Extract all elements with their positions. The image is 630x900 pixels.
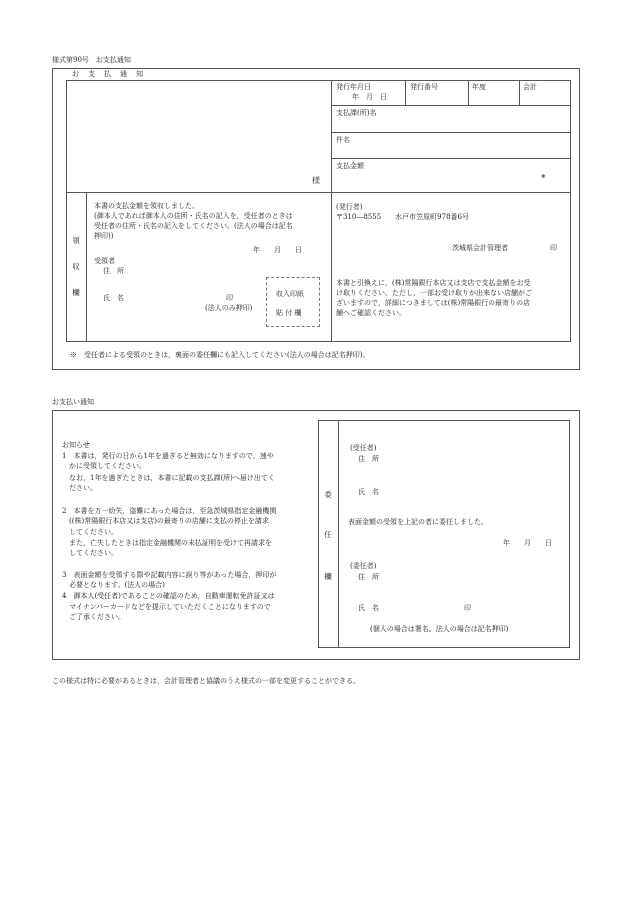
notice-line: ご了承ください。: [62, 613, 125, 621]
bank-note-line: け取りください。ただし，一部お受け取りが出来ない店舗がご: [336, 289, 532, 297]
delegation-frame: [318, 420, 570, 648]
header-col-line-3: [519, 80, 520, 105]
receipt-column-line: [86, 192, 87, 342]
issue-no-label: 発行番号: [410, 83, 438, 91]
bank-note-line: 舗へご確認ください。: [336, 309, 406, 317]
revenue-stamp-box: [266, 277, 320, 327]
receiver-name-label: 氏 名: [103, 294, 124, 302]
notice-line: なお，1年を過ぎたときは，本書に記載の支払課(所)へ届け出てく: [62, 474, 275, 482]
notice-line: また，亡失したときは指定金融機関の未払証明を受けて再請求を: [62, 539, 272, 547]
subject-label: 件名: [336, 136, 350, 144]
upper-center-divider: [331, 80, 332, 342]
receipt-text-line: 押印)): [94, 232, 114, 240]
receipt-column-char-2: 収: [72, 262, 80, 271]
receipt-column-char-3: 欄: [72, 288, 80, 297]
agent-address-label: 住 所: [358, 455, 379, 463]
bottom-note: この様式は特に必要があるときは，会計管理者と協議のうえ様式の一部を変更することができる。: [52, 677, 360, 685]
notice-line: してください。: [62, 528, 118, 536]
receiver-seal-note: (法人のみ押印): [205, 304, 253, 312]
agent-label: (受任者): [350, 444, 377, 452]
notice-line: 1 本書は，発行の日から1年を過ぎると無効になりますので，速や: [62, 452, 274, 460]
issue-date-label: 発行年月日: [336, 83, 371, 91]
receipt-column-char-1: 領: [72, 236, 80, 245]
sama-label: 様: [312, 176, 320, 185]
agent-name-label: 氏 名: [358, 488, 379, 496]
subject-line: [331, 158, 571, 159]
header-col-line-2: [468, 80, 469, 105]
payer-dept-label: 支払課(所)名: [336, 109, 377, 117]
notice-line: マイナンバーカードなどを提示していただくことになりますので: [62, 603, 271, 611]
receipt-text-line: 本書の支払金額を領収しました。: [94, 202, 199, 210]
receiver-label: 受領者: [94, 257, 115, 265]
amount-label: 支払金額: [336, 162, 364, 170]
delegator-name-label: 氏 名: [358, 604, 379, 612]
upper-form-title: お 支 払 通 知: [72, 70, 144, 78]
fiscal-year-label: 年度: [472, 83, 486, 91]
delegator-label: (委任者): [350, 562, 377, 570]
receipt-text-line: 受任者の住所・氏名の記入をしてください。(法人の場合は記名: [94, 222, 293, 230]
receipt-date: 年 月 日: [253, 246, 302, 254]
amount-mark: *: [541, 174, 546, 184]
upper-mid-divider: [66, 192, 571, 193]
delegation-column-char-2: 任: [324, 530, 332, 539]
notice-line: 2 本書を万一紛失，盗難にあった場合は，至急茨城県指定金融機関: [62, 507, 277, 515]
notice-line: ((株)常陽銀行本店又は支店)の最寄りの店舗に支払の停止を請求: [62, 517, 269, 525]
bank-note-line: 本書と引換えに，(株)常陽銀行本店又は支店で支払金額をお受: [336, 279, 531, 287]
receiver-address-label: 住 所: [103, 267, 124, 275]
delegator-seal: 印: [464, 604, 471, 612]
notice-line: してください。: [62, 549, 118, 557]
notice-line: 3 表面金額を受領する際や記載内容に誤り等があった場合，押印が: [62, 571, 277, 579]
payer-dept-line: [331, 132, 571, 133]
stamp-label-line-1: 収入印紙: [276, 290, 304, 298]
delegator-note: (個人の場合は署名。法人の場合は記名押印): [370, 625, 509, 633]
delegation-statement: 表面金額の受領を上記の者に委任しました。: [348, 518, 488, 526]
delegation-column-line: [338, 420, 339, 648]
header-col-line-1: [405, 80, 406, 105]
issuer-address: 〒310―8555 水戸市笠原町978番6号: [336, 213, 469, 221]
receipt-text-line: (御本人であれば御本人の住所・氏名の記入を，受任者のときは: [94, 212, 293, 220]
issuer-label: (発行者): [336, 203, 363, 211]
delegator-address-label: 住 所: [358, 573, 379, 581]
header-row-line: [331, 105, 571, 106]
issuer-seal: 印: [550, 244, 557, 252]
stamp-label-line-2: 貼 付 欄: [276, 309, 302, 317]
notice-line: 4 御本人(受任者)であることの確認のため，自動車運転免許証又は: [62, 592, 275, 600]
receiver-seal: 印: [226, 294, 233, 302]
notice-heading: お知らせ: [62, 441, 90, 449]
form-number: 様式第90号 お支払通知: [52, 56, 131, 64]
accounting-label: 会計: [523, 83, 537, 91]
notice-line: ださい。: [62, 484, 97, 492]
delegation-column-char-1: 委: [324, 490, 332, 499]
issuer-name: 茨城県会計管理者: [452, 244, 508, 252]
bank-note-line: ざいますので，詳細につきましては(株)常陽銀行の最寄りの店: [336, 299, 531, 307]
notice-line: かに受領してください。: [62, 462, 146, 470]
delegation-column-char-3: 欄: [324, 572, 332, 581]
lower-form-title: お支払い通知: [52, 398, 94, 406]
upper-footnote: ※ 受任者による受領のときは，裏面の委任欄にも記入してください(法人の場合は記名押印)。: [70, 351, 370, 359]
notice-line: 必要となります。(法人の場合): [62, 581, 165, 589]
delegation-date: 年 月 日: [503, 539, 552, 547]
issue-date-format: 年 月 日: [352, 93, 387, 101]
